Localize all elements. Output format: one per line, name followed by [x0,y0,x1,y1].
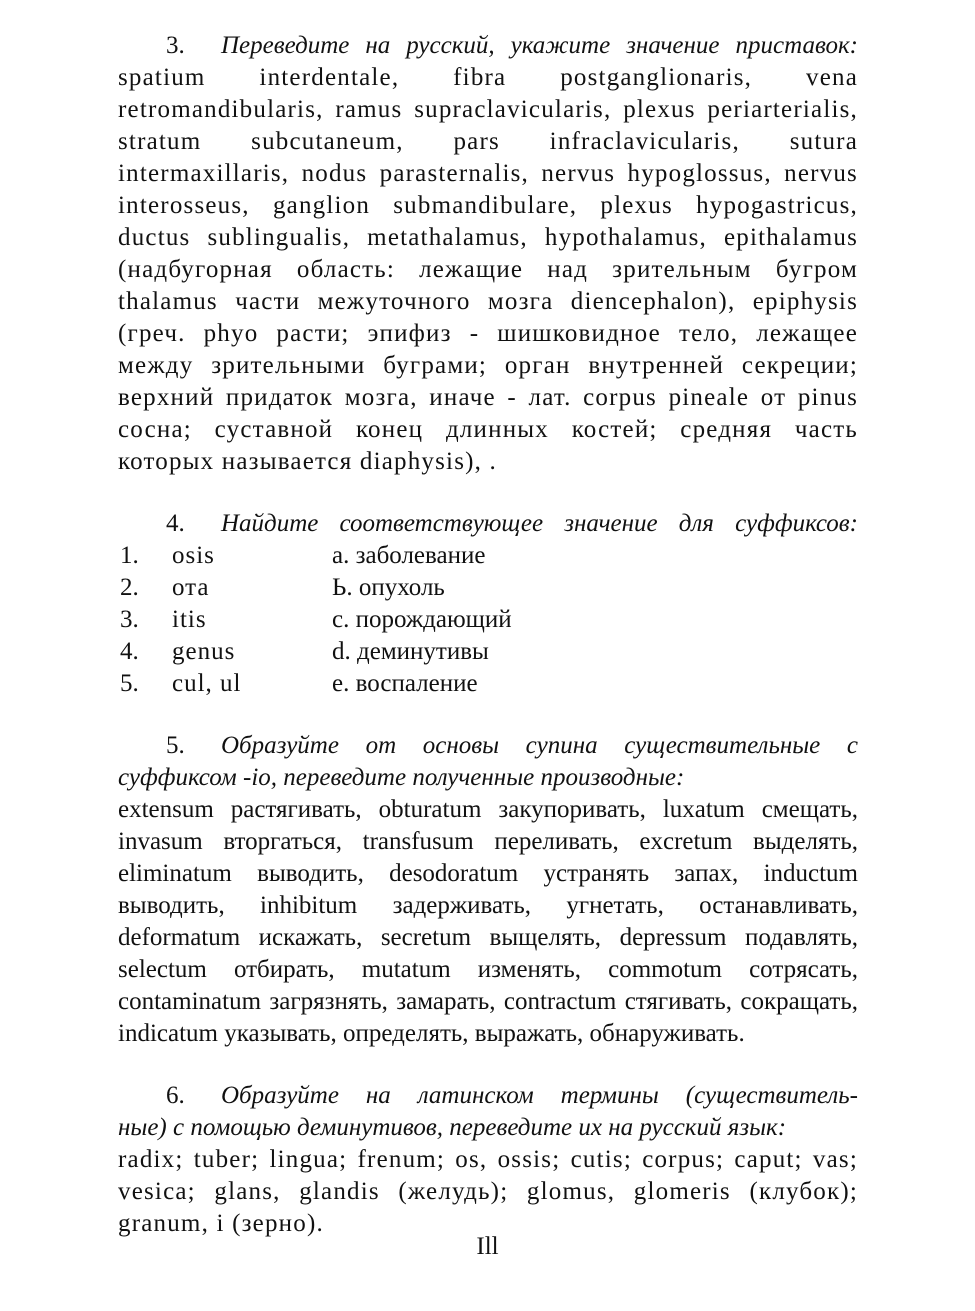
task-6-heading [118,1080,858,1112]
suffix-meaning: d. деминутивы [332,638,489,665]
suffix-name: genus [172,638,236,665]
task-5 [118,730,858,1050]
suffix-row [118,668,858,700]
suffix-row [118,572,858,604]
suffix-row-number: 3. [120,606,139,633]
suffix-meaning: е. воспаление [332,670,478,697]
task-3 [118,30,858,478]
task-5-instruction-line2: суффиксом -io, переведите полученные производные: [118,764,685,791]
task-5-number: 5. [166,732,185,759]
task-6-text: radix; tuber; lingua; frenum; os, ossis; cutis; corpus; caput; vas; vesica; glans, glandis (желудь); glomus, glomeris (клубок); granum, i (зерно). [118,1146,858,1237]
task-3-text: spatium interdentale, fibra postganglionaris, vena retromandibularis, ramus supraclavicularis, plexus periarterialis, stratum subcutaneum, pars infraclavicularis, sutura intermaxillaris, nodus parasternalis, nervus hypoglossus, nervus interosseus, ganglion submandibulare, plexus hypogastricus, ductus sublingualis, metathalamus, hypothalamus, epithalamus (надбугорная область: лежащие над зрительным бугром thalamus части межуточного мозга diencephalon), epiphysis (греч. phyo расти; эпифиз - шишковидное тело, лежащее между зрительными буграми; орган внутренней секреции; верхний придаток мозга, иначе - лат. corpus pineale от pinus сосна; суставной конец длинных костей; средняя часть которых называется diaphysis), . [118,64,858,475]
suffix-row-number: 2. [120,574,139,601]
task-6 [118,1080,858,1240]
task-5-text: extensum растягивать, obturatum закупоривать, luxatum смещать, invasum вторгаться, transfusum переливать, excretum выделять, eliminatum выводить, desodoratum устранять запах, inductum выводить, inhibitum задерживать, угнетать, останавливать, deformatum искажать, secretum выщелять, depressum подавлять, selectum отбирать, mutatum изменять, commotum сотрясать, contaminatum загрязнять, замарать, contractum стягивать, сокращать, indicatum указывать, определять, выражать, обнаруживать. [118,796,858,1047]
suffix-name: ота [172,574,210,601]
page-content [118,30,858,1240]
suffix-table [118,540,858,700]
suffix-row-number: 5. [120,670,139,697]
suffix-row [118,636,858,668]
suffix-name: osis [172,542,215,569]
task-6-instruction-line2: ные) с помощью деминутивов, переведите их на русский язык: [118,1114,787,1141]
task-4-instruction: Найдите соответствующее значение для суффиксов: [221,510,858,537]
task-4-heading [118,508,858,540]
suffix-meaning: а. заболевание [332,542,486,569]
suffix-row-number: 1. [120,542,139,569]
task-3-heading [118,30,858,62]
suffix-name: cul, ul [172,670,242,697]
task-3-instruction: Переведите на русский, укажите значение приставок: [221,32,858,59]
suffix-meaning: с. порождающий [332,606,512,633]
suffix-meaning: Ь. опухоль [332,574,445,601]
page-number: Ill [476,1233,499,1260]
suffix-row-number: 4. [120,638,139,665]
task-4-number: 4. [166,510,185,537]
task-5-heading [118,730,858,762]
suffix-row [118,604,858,636]
task-6-instruction-line1: Образуйте на латинском термины (существитель- [221,1082,858,1109]
task-3-number: 3. [166,32,185,59]
task-4 [118,508,858,700]
suffix-name: itis [172,606,207,633]
task-6-number: 6. [166,1082,185,1109]
suffix-row [118,540,858,572]
task-5-instruction-line1: Образуйте от основы супина существительные с [221,732,858,759]
